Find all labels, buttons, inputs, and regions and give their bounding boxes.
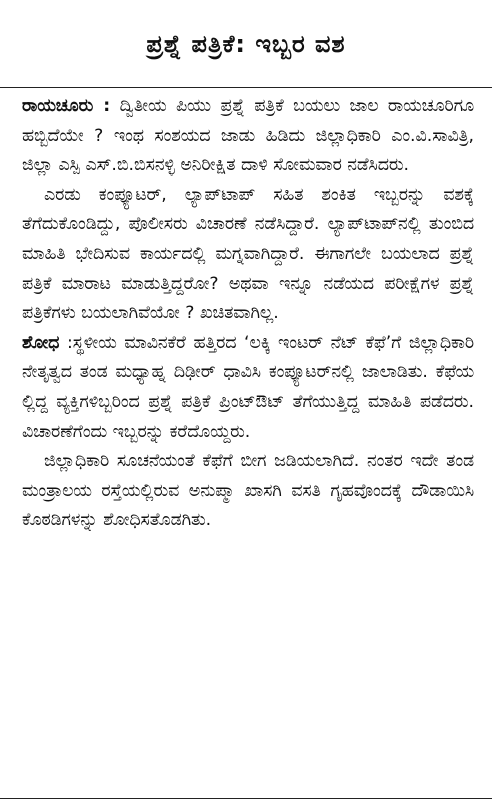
paragraph-1-text: ದ್ವಿತೀಯ ಪಿಯು ಪ್ರಶ್ನೆ ಪತ್ರಿಕೆ ಬಯಲು ಜಾಲ ರಾಯಚೂರಿಗೂ ಹಬ್ಬಿದೆಯೇ ? ಇಂಥ ಸಂಶಯದ ಜಾಡು ಹಿಡಿದು ಜಿಲ್ಲಾಧಿಕಾರಿ ಎಂ.ವಿ.ಸಾವಿತ್ರಿ, ಜಿಲ್ಲಾ ಎಸ್ಪಿ ಎಸ್.ಬಿ.ಬಿಸನಳ್ಳಿ ಅನಿರೀಕ್ಷಿತ ದಾಳಿ ಸೋಮವಾರ ನಡೆಸಿದರು. <box>22 96 474 176</box>
subhead-shodha: ಶೋಧ <box>22 332 60 353</box>
bottom-rule <box>0 798 492 799</box>
headline-rule <box>0 87 492 88</box>
dateline-raichur: ರಾಯಚೂರು : <box>22 96 111 116</box>
headline: ಪ್ರಶ್ನೆ ಪತ್ರಿಕೆ: ಇಬ್ಬರ ವಶ <box>146 30 346 58</box>
paragraph-3-text: :ಸ್ಥಳೀಯ ಮಾವಿನಕೆರೆ ಹತ್ತಿರದ ‘ಲಕ್ಕಿ ಇಂಟರ್ ನೆಟ್ ಕೆಫೆ’ಗೆ ಜಿಲ್ಲಾಧಿಕಾರಿ ನೇತೃತ್ವದ ತಂಡ ಮಧ್ಯಾಹ್ನ ದಿಢೀರ್ ಧಾವಿಸಿ ಕಂಪ್ಯೂಟರ್‌ನಲ್ಲಿ ಜಾಲಾಡಿತು. ಕೆಫೆಯ ಲ್ಲಿದ್ದ ವ್ಯಕ್ತಿಗಳಿಬ್ಬರಿಂದ ಪ್ರಶ್ನೆ ಪತ್ರಿಕೆ ಪ್ರಿಂಟ್‌ಔಟ್ ತೆಗೆಯುತ್ತಿದ್ದ ಮಾಹಿತಿ ಪಡೆದರು. ವಿಚಾರಣೆಗೆಂದು ಇಬ್ಬರನ್ನು ಕರೆದೊಯ್ದರು. <box>22 332 474 442</box>
paragraph-3 <box>22 329 474 447</box>
paragraph-2-text: ಎರಡು ಕಂಪ್ಯೂಟರ್, ಲ್ಯಾಪ್‌ಟಾಪ್ ಸಹಿತ ಶಂಕಿತ ಇಬ್ಬರನ್ನು ವಶಕ್ಕೆ ತೆಗೆದುಕೊಂಡಿದ್ದು, ಪೊಲೀಸರು ವಿಚಾರಣೆ ನಡೆಸಿದ್ದಾರೆ. ಲ್ಯಾಪ್‌ಟಾಪ್‌ನಲ್ಲಿ ತುಂಬಿದ ಮಾಹಿತಿ ಭೇದಿಸುವ ಕಾರ್ಯದಲ್ಲಿ ಮಗ್ನವಾಗಿದ್ದಾರೆ. ಈಗಾಗಲೇ ಬಯಲಾದ ಪ್ರಶ್ನೆ ಪತ್ರಿಕೆ ಮಾರಾಟ ಮಾಡುತ್ತಿದ್ದರೋ? ಅಥವಾ ಇನ್ನೂ ನಡೆಯದ ಪರೀಕ್ಷೆಗಳ ಪ್ರಶ್ನೆ ಪತ್ರಿಕೆಗಳು ಬಯಲಾಗಿವೆಯೋ ? ಖಚಿತವಾಗಿಲ್ಲ. <box>22 184 474 324</box>
paragraph-4-text: ಜಿಲ್ಲಾಧಿಕಾರಿ ಸೂಚನೆಯಂತೆ ಕೆಫೆಗೆ ಬೀಗ ಜಡಿಯಲಾಗಿದೆ. ನಂತರ ಇದೇ ತಂಡ ಮಂತ್ರಾಲಯ ರಸ್ತೆಯಲ್ಲಿರುವ ಅನುಪ್ಮಾ ಖಾಸಗಿ ವಸತಿ ಗೃಹವೊಂದಕ್ಕೆ ದೌಡಾಯಿಸಿ ಕೊಠಡಿಗಳನ್ನು ಶೋಧಿಸತೊಡಗಿತು. <box>22 451 474 531</box>
paragraph-1 <box>22 92 474 181</box>
article-body <box>22 92 474 536</box>
paragraph-4 <box>22 447 474 536</box>
paragraph-2 <box>22 181 474 329</box>
